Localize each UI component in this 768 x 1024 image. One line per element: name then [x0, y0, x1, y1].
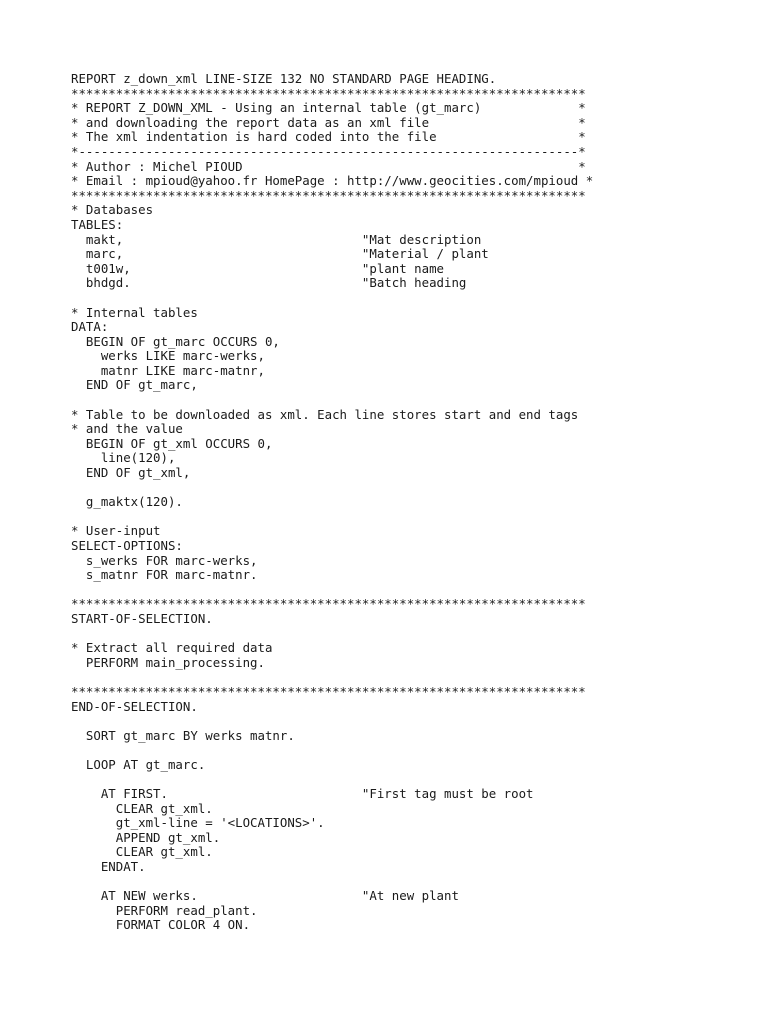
- code-line: *********************************************************************: [71, 187, 586, 203]
- code-line: AT FIRST. "First tag must be root: [71, 786, 534, 802]
- code-line: * and the value: [71, 421, 183, 437]
- code-line: *********************************************************************: [71, 596, 586, 612]
- code-line: [71, 627, 751, 642]
- code-line: s_werks FOR marc-werks,: [71, 552, 258, 568]
- code-line: REPORT z_down_xml LINE-SIZE 132 NO STANDARD PAGE HEADING.: [71, 71, 497, 86]
- code-line: CLEAR gt_xml.: [71, 844, 213, 860]
- code-line: CLEAR gt_xml.: [71, 800, 213, 816]
- code-line: *********************************************************************: [71, 683, 586, 699]
- code-line: END OF gt_xml,: [71, 465, 191, 481]
- code-line: t001w, "plant name: [71, 260, 444, 276]
- code-line: APPEND gt_xml.: [71, 829, 221, 845]
- code-line: s_matnr FOR marc-matnr.: [71, 567, 258, 583]
- code-document: [71, 72, 751, 933]
- code-line: gt_xml-line = '<LOCATIONS>'.: [71, 815, 325, 831]
- code-line: *********************************************************************: [71, 85, 586, 101]
- code-line: TABLES:: [71, 216, 124, 232]
- code-line: marc, "Material / plant: [71, 246, 489, 262]
- code-line: SELECT-OPTIONS:: [71, 538, 183, 553]
- code-line: * The xml indentation is hard coded into the file *: [71, 129, 586, 145]
- code-line: [71, 510, 751, 525]
- code-line: [71, 714, 751, 729]
- code-line: [71, 393, 751, 408]
- code-line: [71, 773, 751, 788]
- code-line: * Extract all required data: [71, 640, 273, 656]
- code-line: [71, 583, 751, 598]
- code-line: werks LIKE marc-werks,: [71, 348, 265, 364]
- code-line: START-OF-SELECTION.: [71, 610, 213, 626]
- code-line: AT NEW werks. "At new plant: [71, 888, 459, 904]
- code-line: * Databases: [71, 202, 154, 218]
- code-line: * Email : mpioud@yahoo.fr HomePage : http://www.geocities.com/mpioud *: [71, 173, 594, 189]
- code-line: [71, 875, 751, 890]
- code-line: END-OF-SELECTION.: [71, 698, 198, 714]
- code-line: *-------------------------------------------------------------------*: [71, 143, 586, 159]
- code-line: [71, 743, 751, 758]
- code-line: ENDAT.: [71, 859, 146, 875]
- code-line: g_maktx(120).: [71, 494, 183, 510]
- code-line: * User-input: [71, 523, 161, 539]
- code-line: [71, 670, 751, 685]
- code-line: bhdgd. "Batch heading: [71, 275, 467, 291]
- code-line: DATA:: [71, 319, 109, 335]
- code-line: BEGIN OF gt_marc OCCURS 0,: [71, 333, 280, 349]
- code-line: SORT gt_marc BY werks matnr.: [71, 727, 295, 743]
- code-line: * Internal tables: [71, 304, 198, 320]
- code-line: PERFORM main_processing.: [71, 654, 265, 670]
- code-line: LOOP AT gt_marc.: [71, 756, 206, 772]
- code-line: END OF gt_marc,: [71, 377, 198, 393]
- code-line: * REPORT Z_DOWN_XML - Using an internal table (gt_marc) *: [71, 100, 586, 116]
- code-line: BEGIN OF gt_xml OCCURS 0,: [71, 435, 273, 451]
- code-line: makt, "Mat description: [71, 231, 482, 247]
- code-line: * Table to be downloaded as xml. Each line stores start and end tags: [71, 406, 579, 422]
- code-line: PERFORM read_plant.: [71, 902, 258, 918]
- code-line: matnr LIKE marc-matnr,: [71, 362, 265, 378]
- code-line: * Author : Michel PIOUD *: [71, 158, 586, 174]
- code-line: FORMAT COLOR 4 ON.: [71, 917, 251, 933]
- code-line: [71, 481, 751, 496]
- code-line: [71, 291, 751, 306]
- code-line: line(120),: [71, 450, 176, 466]
- code-line: * and downloading the report data as an xml file *: [71, 114, 586, 130]
